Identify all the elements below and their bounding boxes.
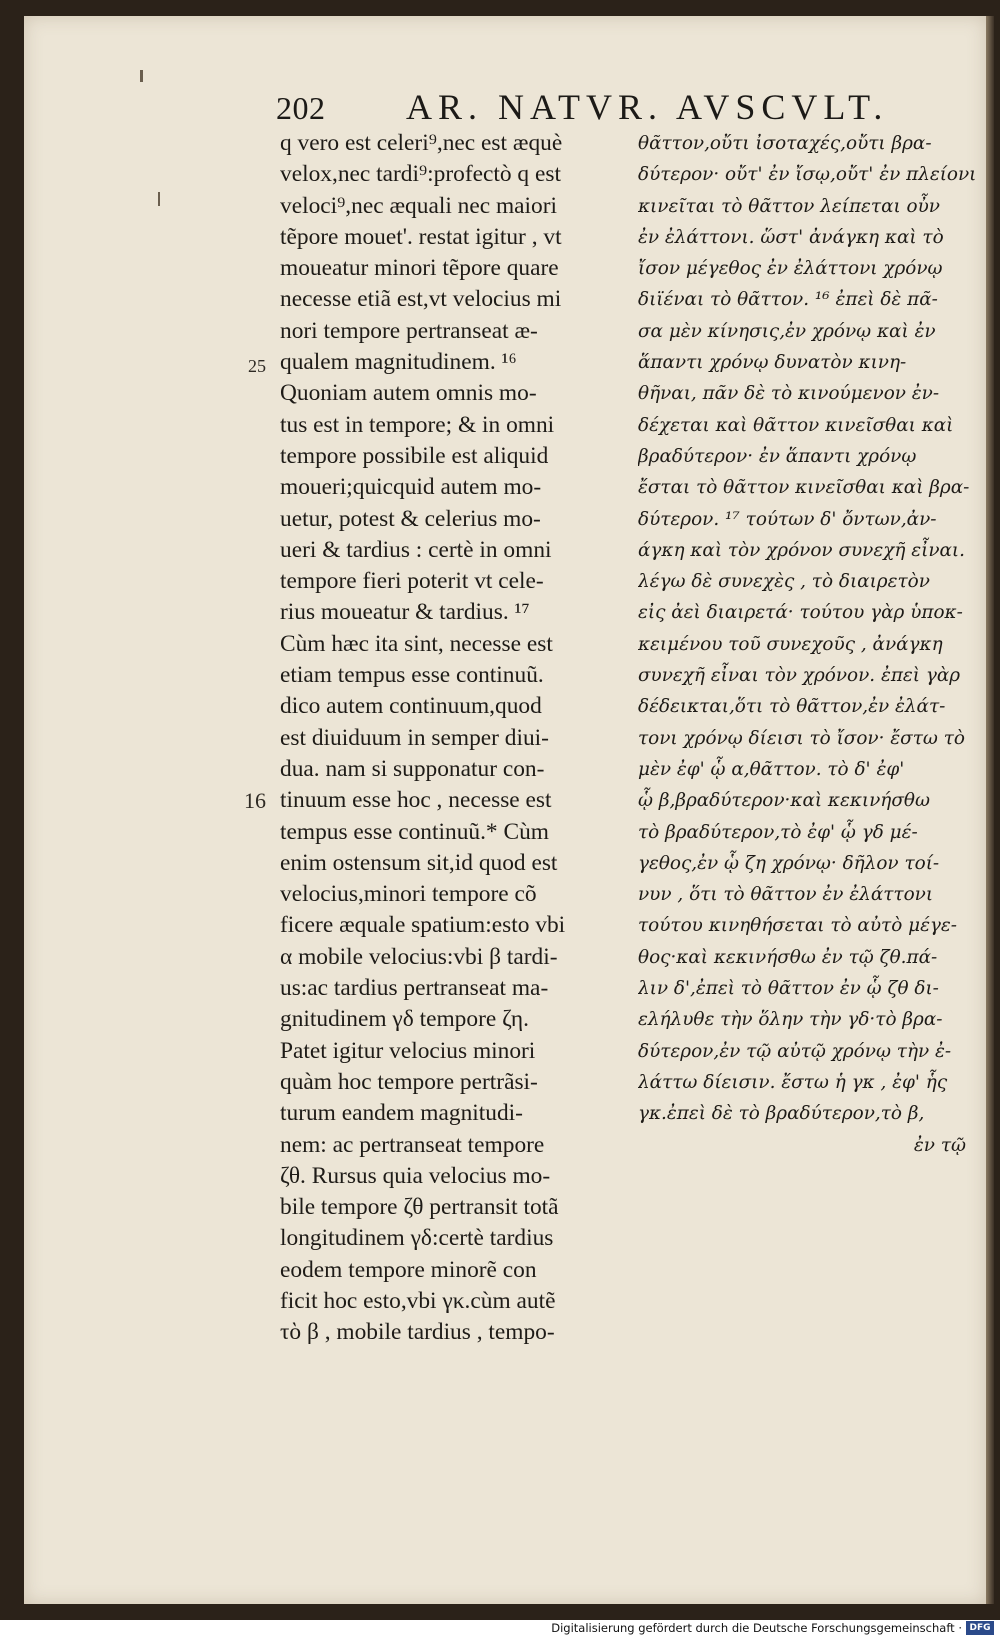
text-line: λέγω δὲ συνεχὲς , τὸ διαιρετὸν — [638, 571, 930, 593]
text-line: δύτερον· οὔτ' ἐν ἴσῳ,οὔτ' ἐν πλείονι — [638, 164, 976, 186]
text-line: us:ac tardius pertranseat ma- — [280, 975, 549, 1002]
text-line: ελήλυθε τὴν ὅλην τὴν γδ·τὸ βρα- — [638, 1009, 943, 1031]
text-line: κειμένου τοῦ συνεχοῦς , ἀνάγκη — [638, 633, 943, 655]
text-line: τὸ βραδύτερον,τὸ ἐφ' ᾧ γδ μέ- — [638, 821, 918, 843]
text-line: δύτερον. ¹⁷ τούτων δ' ὄντων,ἀν- — [638, 508, 937, 530]
text-line: συνεχῆ εἶναι τὸν χρόνον. ἐπεὶ γὰρ — [638, 665, 961, 687]
text-line: α mobile velocius:vbi β tardi- — [280, 943, 558, 970]
text-line: τούτου κινηθήσεται τὸ αὐτὸ μέγε- — [638, 915, 958, 937]
text-line: Cùm hæc ita sint, necesse est — [280, 630, 553, 657]
text-line: εἰς ἀεὶ διαιρετά· τούτου γὰρ ὑποκ- — [638, 602, 963, 624]
text-line: qualem magnitudinem. ¹⁶ — [280, 349, 517, 376]
text-line: θᾶττον,οὔτι ἰσοταχές,οὔτι βρα- — [638, 133, 932, 154]
text-line: γκ.ἐπεὶ δὲ τὸ βραδύτερον,τὸ β, — [638, 1103, 925, 1125]
text-line: ueri & tardius : certè in omni — [280, 536, 552, 563]
text-line: tus est in tempore; & in omni — [280, 411, 555, 438]
text-line: θος·καὶ κεκινήσθω ἐν τῷ ζθ.πά- — [638, 946, 938, 968]
text-line: Patet igitur velocius minori — [280, 1037, 536, 1064]
text-line: ἅπαντι χρόνῳ δυνατὸν κινη- — [638, 352, 907, 374]
footer-credit: Digitalisierung gefördert durch die Deutsche Forschungsgemeinschaft · — [551, 1621, 962, 1635]
text-line: bile tempore ζθ pertransit totã — [280, 1194, 559, 1221]
text-line: λάττω δίεισιν. ἔστω ἡ γκ , ἐφ' ἧς — [638, 1071, 948, 1093]
page-header — [276, 86, 889, 130]
text-line: tempore possibile est aliquid — [280, 442, 549, 469]
text-line: ἐν ἐλάττονι. ὥστ' ἀνάγκη καὶ τὸ — [638, 226, 944, 248]
text-line: τὸ β , mobile tardius , tempo- — [280, 1319, 555, 1346]
text-line: velox,nec tardi⁹:profectò q est — [280, 161, 561, 188]
text-line: βραδύτερον· ἐν ἅπαντι χρόνῳ — [638, 445, 917, 467]
text-line: διϊέναι τὸ θᾶττον. ¹⁶ ἐπεὶ δὲ πᾶ- — [638, 289, 938, 311]
text-line: γεθος,ἐν ᾧ ζη χρόνῳ· δῆλον τοί- — [638, 852, 940, 874]
text-line: Quoniam autem omnis mo- — [280, 380, 537, 407]
text-line: eodem tempore minorẽ con — [280, 1256, 537, 1283]
text-line: nem: ac pertranseat tempore — [280, 1131, 545, 1158]
text-line: gnitudinem γδ tempore ζη. — [280, 1006, 529, 1033]
text-line: est diuiduum in semper diui- — [280, 724, 549, 751]
margin-note: 25 — [248, 356, 266, 376]
text-line: quàm hoc tempore pertrãsi- — [280, 1068, 538, 1095]
latin-column — [280, 128, 615, 1349]
text-line: δύτερον,ἐν τῷ αὐτῷ χρόνῳ τὴν ἐ- — [638, 1040, 952, 1062]
text-line: δέδεικται,ὅτι τὸ θᾶττον,ἐν ἐλάτ- — [638, 696, 946, 718]
text-line: tempore fieri poterit vt cele- — [280, 568, 544, 595]
text-line: velocius,minori tempore cõ — [280, 881, 537, 908]
text-line: κινεῖται τὸ θᾶττον λείπεται οὖν — [638, 195, 940, 217]
text-line: tempus esse continuũ.* Cùm — [280, 818, 549, 845]
margin-mark — [140, 70, 143, 82]
text-line: dua. nam si supponatur con- — [280, 755, 545, 782]
margin-note: 16 — [244, 788, 266, 813]
running-title: AR. NATVR. AVSCVLT. — [406, 87, 889, 127]
text-line: νυν , ὅτι τὸ θᾶττον ἐν ἐλάττονι — [638, 884, 934, 906]
text-line: tẽpore mouet'. restat igitur , vt — [280, 223, 562, 250]
text-line: θῆναι, πᾶν δὲ τὸ κινούμενον ἐν- — [638, 383, 940, 405]
text-line: nori tempore pertranseat æ- — [280, 317, 538, 344]
text-line: ἴσον μέγεθος ἐν ἐλάττονι χρόνῳ — [638, 258, 943, 280]
text-line: dico autem continuum,quod — [280, 693, 542, 720]
text-line: moueatur minori tẽpore quare — [280, 255, 559, 282]
text-line: enim ostensum sit,id quod est — [280, 849, 558, 876]
text-line: uetur, potest & celerius mo- — [280, 505, 541, 532]
text-line: τονι χρόνῳ δίεισι τὸ ἴσον· ἔστω τὸ — [638, 727, 965, 749]
text-line: necesse etiã est,vt velocius mi — [280, 286, 562, 313]
dfg-logo: DFG — [966, 1621, 994, 1635]
text-line: ficere æquale spatium:esto vbi — [280, 912, 566, 939]
text-line: q vero est celeri⁹,nec est æquè — [280, 130, 563, 156]
text-line: longitudinem γδ:certè tardius — [280, 1225, 554, 1252]
text-line: ζθ. Rursus quia velocius mo- — [280, 1162, 551, 1189]
text-line: rius moueatur & tardius. ¹⁷ — [280, 599, 530, 626]
text-line: ficit hoc esto,vbi γκ.cùm autẽ — [280, 1287, 556, 1314]
text-line: moueri;quicquid autem mo- — [280, 474, 542, 501]
text-line: turum eandem magnitudi- — [280, 1100, 523, 1127]
text-line: σα μὲν κίνησις,ἐν χρόνῳ καὶ ἐν — [638, 320, 936, 342]
text-line: άγκη καὶ τὸν χρόνον συνεχῆ εἶναι. — [638, 539, 965, 561]
greek-column — [638, 128, 976, 1161]
text-line: tinuum esse hoc , necesse est — [280, 787, 552, 814]
text-line: μὲν ἐφ' ᾧ α,θᾶττον. τὸ δ' ἐφ' — [638, 758, 905, 780]
text-line: veloci⁹,nec æquali nec maiori — [280, 192, 558, 219]
margin-mark — [158, 192, 160, 206]
text-line: ἐν τῷ — [913, 1134, 966, 1156]
text-line: ᾧ β,βραδύτερον·καὶ κεκινήσθω — [638, 790, 930, 812]
page-edge — [986, 16, 994, 1604]
text-line: δέχεται καὶ θᾶττον κινεῖσθαι καὶ — [638, 414, 954, 436]
text-line: ἔσται τὸ θᾶττον κινεῖσθαι καὶ βρα- — [638, 477, 970, 499]
text-line: etiam tempus esse continuũ. — [280, 662, 544, 689]
page-number: 202 — [276, 90, 326, 126]
text-line: λιν δ',ἐπεὶ τὸ θᾶττον ἐν ᾧ ζθ δι- — [638, 978, 939, 1000]
